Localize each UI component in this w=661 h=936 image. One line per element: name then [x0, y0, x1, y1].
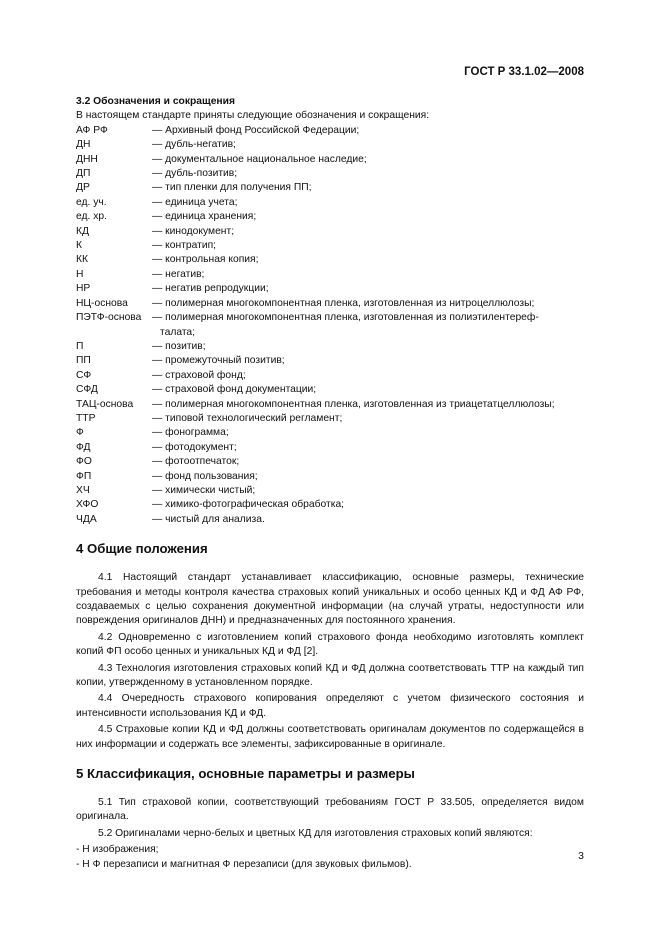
- section-4-body: [76, 571, 584, 752]
- abbreviation-row: [76, 498, 584, 512]
- section-4-paragraph: 4.5 Страховые копии КД и ФД должны соответствовать оригиналам документов по содержащейся в них информации и содержать все элементы, зафиксированные в оригинале.: [76, 724, 584, 750]
- abbreviation-definition-text: — полимерная многокомпонентная пленка, изготовленная из триацетатцеллюлозы;: [152, 398, 555, 410]
- abbreviation-term: ФО: [76, 456, 92, 468]
- section-5-list: [76, 843, 584, 872]
- abbreviation-definition: [152, 513, 584, 527]
- abbreviation-term: ДП: [76, 168, 91, 180]
- subsection-heading-3-2: 3.2 Обозначения и сокращения: [76, 96, 235, 107]
- abbreviation-row: [76, 167, 584, 181]
- abbreviation-definition-continuation: талата;: [160, 326, 196, 338]
- abbreviation-row: [76, 484, 584, 498]
- abbreviation-definition: [152, 196, 584, 210]
- abbreviation-definition: [152, 311, 584, 340]
- section-5-list-item: - Н изображения;: [76, 844, 159, 856]
- abbreviation-definition: [152, 340, 584, 354]
- abbreviations-intro: В настоящем стандарте приняты следующие обозначения и сокращения:: [76, 110, 430, 122]
- abbreviation-term: ПЭТФ-основа: [76, 312, 142, 324]
- abbreviation-definition-text: — негатив;: [152, 268, 205, 280]
- abbreviation-definition: [152, 225, 584, 239]
- abbreviation-definition-text: — негатив репродукции;: [152, 283, 269, 295]
- abbreviation-term: ХФО: [76, 499, 99, 511]
- abbreviation-definition: [152, 484, 584, 498]
- section-5-list-item: - Н Ф перезаписи и магнитная Ф перезаписи (для звуковых фильмов).: [76, 858, 412, 870]
- abbreviation-definition-text: — Архивный фонд Российской Федерации;: [152, 124, 360, 136]
- abbreviation-row: [76, 369, 584, 383]
- abbreviation-definition: [152, 167, 584, 181]
- abbreviation-definition-text: — дубль-негатив;: [152, 139, 236, 151]
- abbreviation-definition-text: — фотоотпечаток;: [152, 456, 240, 468]
- abbreviation-definition-text: — чистый для анализа.: [152, 513, 265, 525]
- section-5-body: [76, 796, 584, 841]
- abbreviation-term: ХЧ: [76, 484, 90, 496]
- abbreviation-definition-text: — химико-фотографическая обработка;: [152, 499, 345, 511]
- abbreviation-definition: [152, 398, 584, 412]
- abbreviation-term: ед. уч.: [76, 196, 107, 208]
- abbreviation-term: НЦ-основа: [76, 297, 128, 309]
- abbreviation-term: СФ: [76, 369, 92, 381]
- abbreviation-definition: [152, 354, 584, 368]
- abbreviation-definition-text: — промежуточный позитив;: [152, 355, 285, 367]
- abbreviation-row: [76, 398, 584, 412]
- abbreviation-row: [76, 196, 584, 210]
- abbreviation-definition-text: — контратип;: [152, 240, 217, 252]
- abbreviation-definition-text: — фотодокумент;: [152, 441, 237, 453]
- abbreviation-definition: [152, 239, 584, 253]
- section-heading-4: 4 Общие положения: [76, 541, 208, 557]
- abbreviation-definition-text: — химически чистый;: [152, 484, 256, 496]
- abbreviation-term: КД: [76, 225, 89, 237]
- abbreviation-definition-text: — полимерная многокомпонентная пленка, изготовленная из полиэтилентереф-: [152, 312, 539, 324]
- abbreviation-term: ТАЦ-основа: [76, 398, 134, 410]
- abbreviation-definition: [152, 498, 584, 512]
- abbreviation-row: [76, 253, 584, 267]
- abbreviation-definition: [152, 369, 584, 383]
- abbreviation-definition-text: — полимерная многокомпонентная пленка, изготовленная из нитроцеллюлозы;: [152, 297, 535, 309]
- abbreviation-row: [76, 210, 584, 224]
- page-number: 3: [578, 850, 584, 862]
- abbreviation-term: НР: [76, 283, 91, 295]
- abbreviation-row: [76, 282, 584, 296]
- abbreviation-row: [76, 470, 584, 484]
- section-5-paragraph: 5.2 Оригиналами черно-белых и цветных КД для изготовления страховых копий являются:: [98, 827, 533, 839]
- abbreviation-definition-text: — позитив;: [152, 340, 206, 352]
- abbreviation-term: ДНН: [76, 153, 98, 165]
- abbreviation-row: [76, 153, 584, 167]
- abbreviation-row: [76, 181, 584, 195]
- abbreviation-definition-text: — типовой технологический регламент;: [152, 412, 343, 424]
- abbreviation-definition: [152, 253, 584, 267]
- abbreviation-row: [76, 513, 584, 527]
- abbreviation-definition-text: — кинодокумент;: [152, 225, 235, 237]
- abbreviation-term: АФ РФ: [76, 124, 108, 136]
- abbreviation-definition-text: — единица хранения;: [152, 211, 257, 223]
- abbreviation-term: К: [76, 240, 82, 252]
- abbreviation-term: ТТР: [76, 412, 96, 424]
- abbreviation-row: [76, 138, 584, 152]
- section-4-paragraph: 4.4 Очередность страхового копирования определяют с учетом физического состояния и интенсивности использования КД и ФД.: [76, 693, 584, 719]
- abbreviation-definition: [152, 470, 584, 484]
- abbreviation-definition-text: — страховой фонд;: [152, 369, 246, 381]
- abbreviation-definition-text: — страховой фонд документации;: [152, 384, 317, 396]
- abbreviation-definition-text: — фонд пользования;: [152, 470, 258, 482]
- section-4-paragraph: 4.1 Настоящий стандарт устанавливает классификацию, основные размеры, технические требования и методы контроля качества страховых копий уникальных и особо ценных КД и ФД АФ РФ, создаваемых с целью сохранения документной информации (на случай утраты, недоступности или повреждения оригиналов ДНН) и предназначенных для постоянного хранения.: [76, 572, 584, 627]
- document-code-header: ГОСТ Р 33.1.02—2008: [464, 66, 584, 78]
- abbreviation-row: [76, 340, 584, 354]
- abbreviation-definition: [152, 383, 584, 397]
- abbreviation-definition: [152, 153, 584, 167]
- abbreviation-term: ФД: [76, 441, 91, 453]
- abbreviation-term: Ф: [76, 427, 84, 439]
- abbreviation-definition: [152, 455, 584, 469]
- section-4-paragraph: 4.3 Технология изготовления страховых копий КД и ФД должна соответствовать ТТР на каждый тип копии, утвержденному в установленном порядке.: [76, 662, 584, 689]
- abbreviation-term: ед. хр.: [76, 211, 107, 223]
- abbreviation-term: ДН: [76, 139, 91, 151]
- section-heading-5: 5 Классификация, основные параметры и размеры: [76, 766, 415, 782]
- abbreviation-definition: [152, 412, 584, 426]
- abbreviation-row: [76, 225, 584, 239]
- abbreviation-definition: [152, 124, 584, 138]
- abbreviation-row: [76, 441, 584, 455]
- abbreviation-definition-text: — контрольная копия;: [152, 254, 259, 266]
- abbreviation-row: [76, 412, 584, 426]
- abbreviation-row: [76, 297, 584, 311]
- abbreviation-definition: [152, 426, 584, 440]
- abbreviations-list: [76, 124, 584, 527]
- abbreviation-definition: [152, 282, 584, 296]
- section-4-paragraph: 4.2 Одновременно с изготовлением копий страхового фонда необходимо изготовлять комплект копий ФП особо ценных и уникальных КД и ФД [2].: [76, 631, 584, 658]
- abbreviation-term: П: [76, 340, 84, 352]
- section-5-paragraph: 5.1 Тип страховой копии, соответствующий требованиям ГОСТ Р 33.505, определяется видом оригинала.: [76, 797, 584, 823]
- abbreviation-definition: [152, 138, 584, 152]
- abbreviation-definition-text: — единица учета;: [152, 196, 238, 208]
- abbreviation-definition-text: — фонограмма;: [152, 427, 229, 439]
- abbreviation-row: [76, 455, 584, 469]
- abbreviation-row: [76, 239, 584, 253]
- abbreviation-row: [76, 383, 584, 397]
- abbreviation-definition: [152, 210, 584, 224]
- abbreviation-term: ДР: [76, 182, 90, 194]
- abbreviation-definition-text: — тип пленки для получения ПП;: [152, 182, 312, 194]
- abbreviation-definition-text: — дубль-позитив;: [152, 168, 238, 180]
- abbreviation-term: ЧДА: [76, 513, 97, 525]
- abbreviation-row: [76, 311, 584, 340]
- abbreviation-definition-text: — документальное национальное наследие;: [152, 153, 367, 165]
- abbreviation-row: [76, 268, 584, 282]
- abbreviation-definition: [152, 268, 584, 282]
- page-content: [76, 95, 584, 872]
- abbreviation-row: [76, 124, 584, 138]
- abbreviation-definition: [152, 441, 584, 455]
- abbreviation-definition: [152, 181, 584, 195]
- abbreviation-term: Н: [76, 268, 84, 280]
- abbreviation-term: ПП: [76, 355, 91, 367]
- abbreviation-row: [76, 426, 584, 440]
- abbreviation-term: КК: [76, 254, 88, 266]
- abbreviation-definition: [152, 297, 584, 311]
- abbreviation-term: СФД: [76, 384, 98, 396]
- abbreviation-term: ФП: [76, 470, 92, 482]
- abbreviation-row: [76, 354, 584, 368]
